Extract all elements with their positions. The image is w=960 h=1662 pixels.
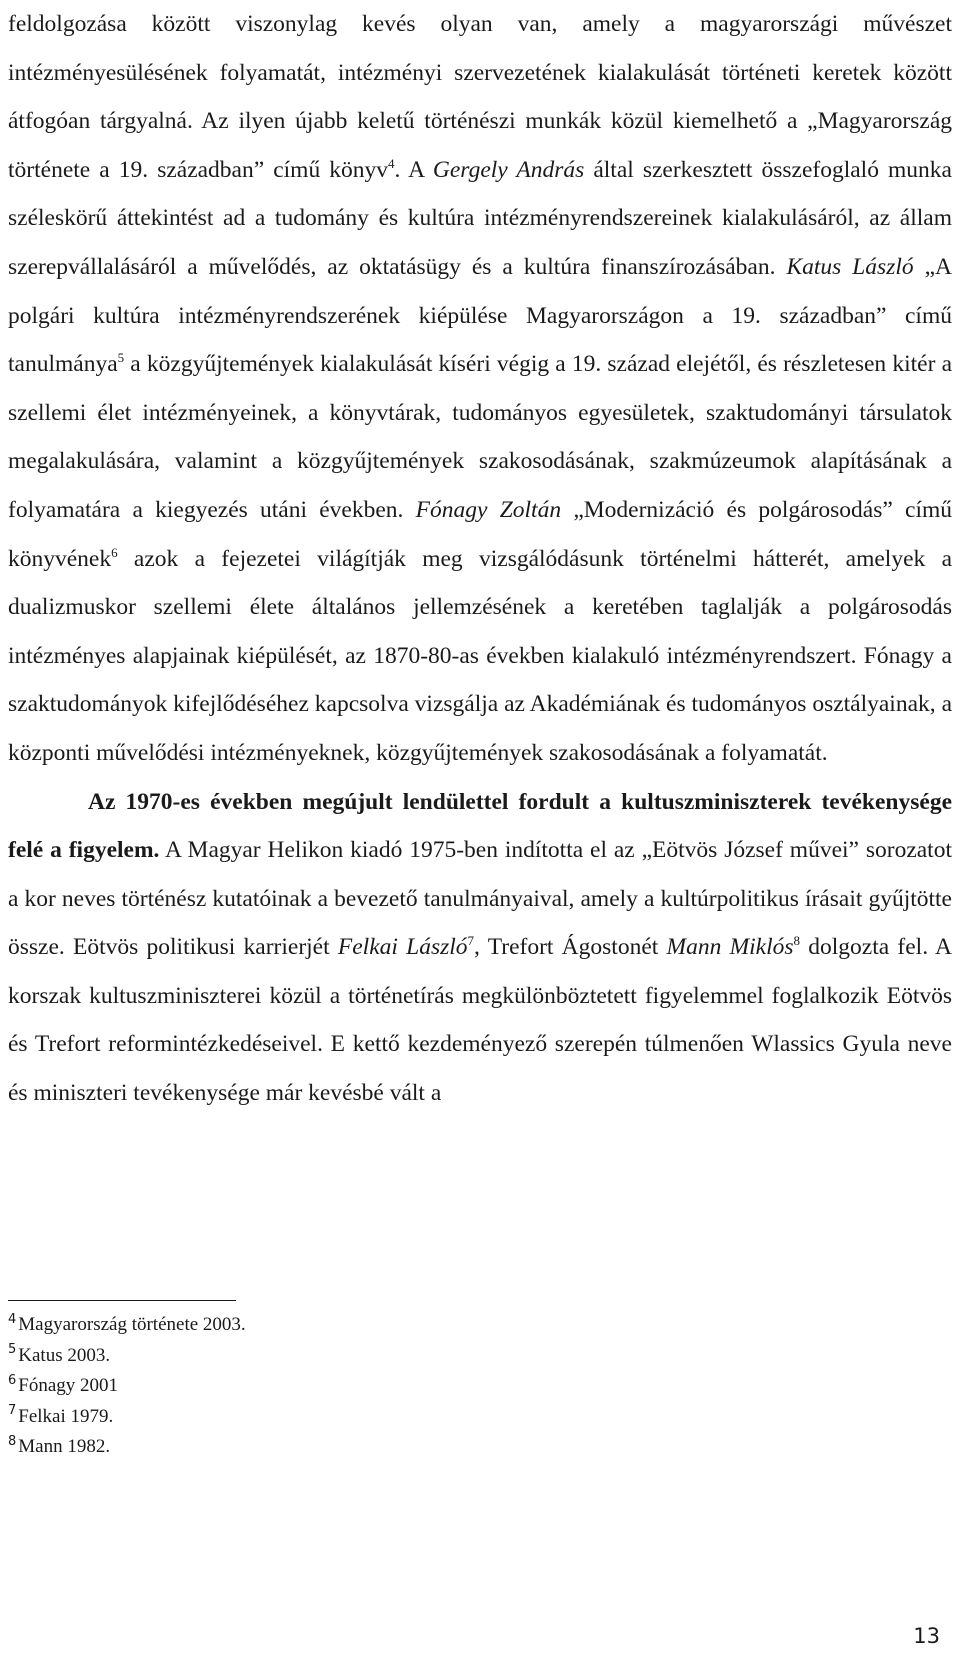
page-number: 13 <box>913 1624 940 1648</box>
text-run: „A polgári kultúra intézményrendszerének kiépülése Magyarországon a 19. században” című tanulmánya <box>8 253 952 378</box>
footnote-7 <box>8 1402 908 1433</box>
paragraph-2 <box>8 778 952 1118</box>
footnote-5 <box>8 1341 908 1372</box>
footnote-ref-8: 8 <box>793 933 801 949</box>
footnote-text: Felkai 1979. <box>18 1405 114 1427</box>
footnote-ref-4: 4 <box>388 155 395 171</box>
footnote-number: 8 <box>8 1433 17 1449</box>
author-name: Gergely András <box>432 156 585 183</box>
footnote-number: 4 <box>8 1311 17 1327</box>
author-name: Fónagy Zoltán <box>415 496 562 523</box>
author-name: Felkai László <box>337 934 468 961</box>
footnote-separator <box>8 1300 236 1301</box>
footnote-text: Fónagy 2001 <box>18 1375 119 1396</box>
footnote-number: 7 <box>8 1403 17 1419</box>
paragraph-1 <box>8 0 952 778</box>
text-run: , Trefort Ágostonét <box>474 934 667 961</box>
footnotes <box>8 1310 908 1463</box>
text-run: által szerkesztett összefoglaló munka széleskörű áttekintést ad a tudomány és kultúra intézményrendszereinek kialakulásáról, az állam szerepvállalásáról a művelődés, az oktatásügy és a kultúra finanszírozásában. <box>8 156 952 280</box>
footnote-text: Mann 1982. <box>18 1436 111 1457</box>
footnote-8 <box>8 1432 908 1463</box>
text-run: dolgozta fel. A korszak kultuszminiszterei közül a történetírás megkülönböztetett figyelemmel foglalkozik Eötvös és Trefort reformintézkedéseivel. E kettő kezdeményező szerepén túlmenően Wlassics Gyula neve és miniszteri tevékenysége már kevésbé vált a <box>8 934 952 1107</box>
text-run: feldolgozása között viszonylag kevés olyan van, amely a magyarországi művészet intézményesülésének folyamatát, intézményi szervezetének kialakulását történeti keretek között átfogóan tárgyalná. Az ilyen újabb keletű történészi munkák közül kiemelhető a „Magyarország története a 19. században” című könyv <box>8 11 952 183</box>
footnote-4 <box>8 1310 908 1341</box>
footnote-text: Katus 2003. <box>18 1344 111 1366</box>
text-run: azok a fejezetei világítják meg vizsgálódásunk történelmi hátterét, amelyek a dualizmuskor szellemi élete általános jellemzésének a keretében taglalják a polgárosodás intézményes alapjainak kiépülését, az 1870-80-as években kialakuló intézményrendszert. Fónagy a szaktudományok kifejlődéséhez kapcsolva vizsgálja az Akadémiának és tudományos osztályainak, a központi művelődési intézményeknek, közgyűjtemények szakosodásának a folyamatát. <box>8 545 952 766</box>
bold-lead-sentence: Az 1970-es években megújult lendülettel fordult a kultuszminiszterek tevékenysége felé a figyelem. <box>8 788 952 864</box>
body-text <box>8 0 952 1118</box>
author-name: Mann Miklós <box>666 934 794 961</box>
footnote-ref-5: 5 <box>117 350 125 366</box>
text-run: „Modernizáció és polgárosodás” című könyvének <box>8 496 953 572</box>
author-name: Katus László <box>786 253 914 280</box>
text-run: a közgyűjtemények kialakulását kíséri végig a 19. század elejétől, és részletesen kitér a szellemi élet intézményeinek, a könyvtárak, tudományos egyesületek, szaktudományi társulatok megalakulására, valamint a közgyűjtemények szakosodásának, szakmúzeumok alapításának a folyamatára a kiegyezés utáni években. <box>8 351 952 523</box>
footnote-number: 5 <box>8 1342 17 1358</box>
text-run: A Magyar Helikon kiadó 1975-ben indította el az „Eötvös József művei” sorozatot a kor neves történész kutatóinak a bevezető tanulmányaival, amely a kultúrpolitikus írásait gyűjtötte össze. Eötvös politikusi karrierjét <box>8 837 952 961</box>
footnote-ref-7: 7 <box>467 933 475 949</box>
footnote-number: 6 <box>8 1372 17 1388</box>
footnote-text: Magyarország története 2003. <box>18 1314 246 1335</box>
footnote-ref-6: 6 <box>111 544 118 560</box>
footnote-6 <box>8 1371 908 1402</box>
text-run: . A <box>394 156 433 183</box>
